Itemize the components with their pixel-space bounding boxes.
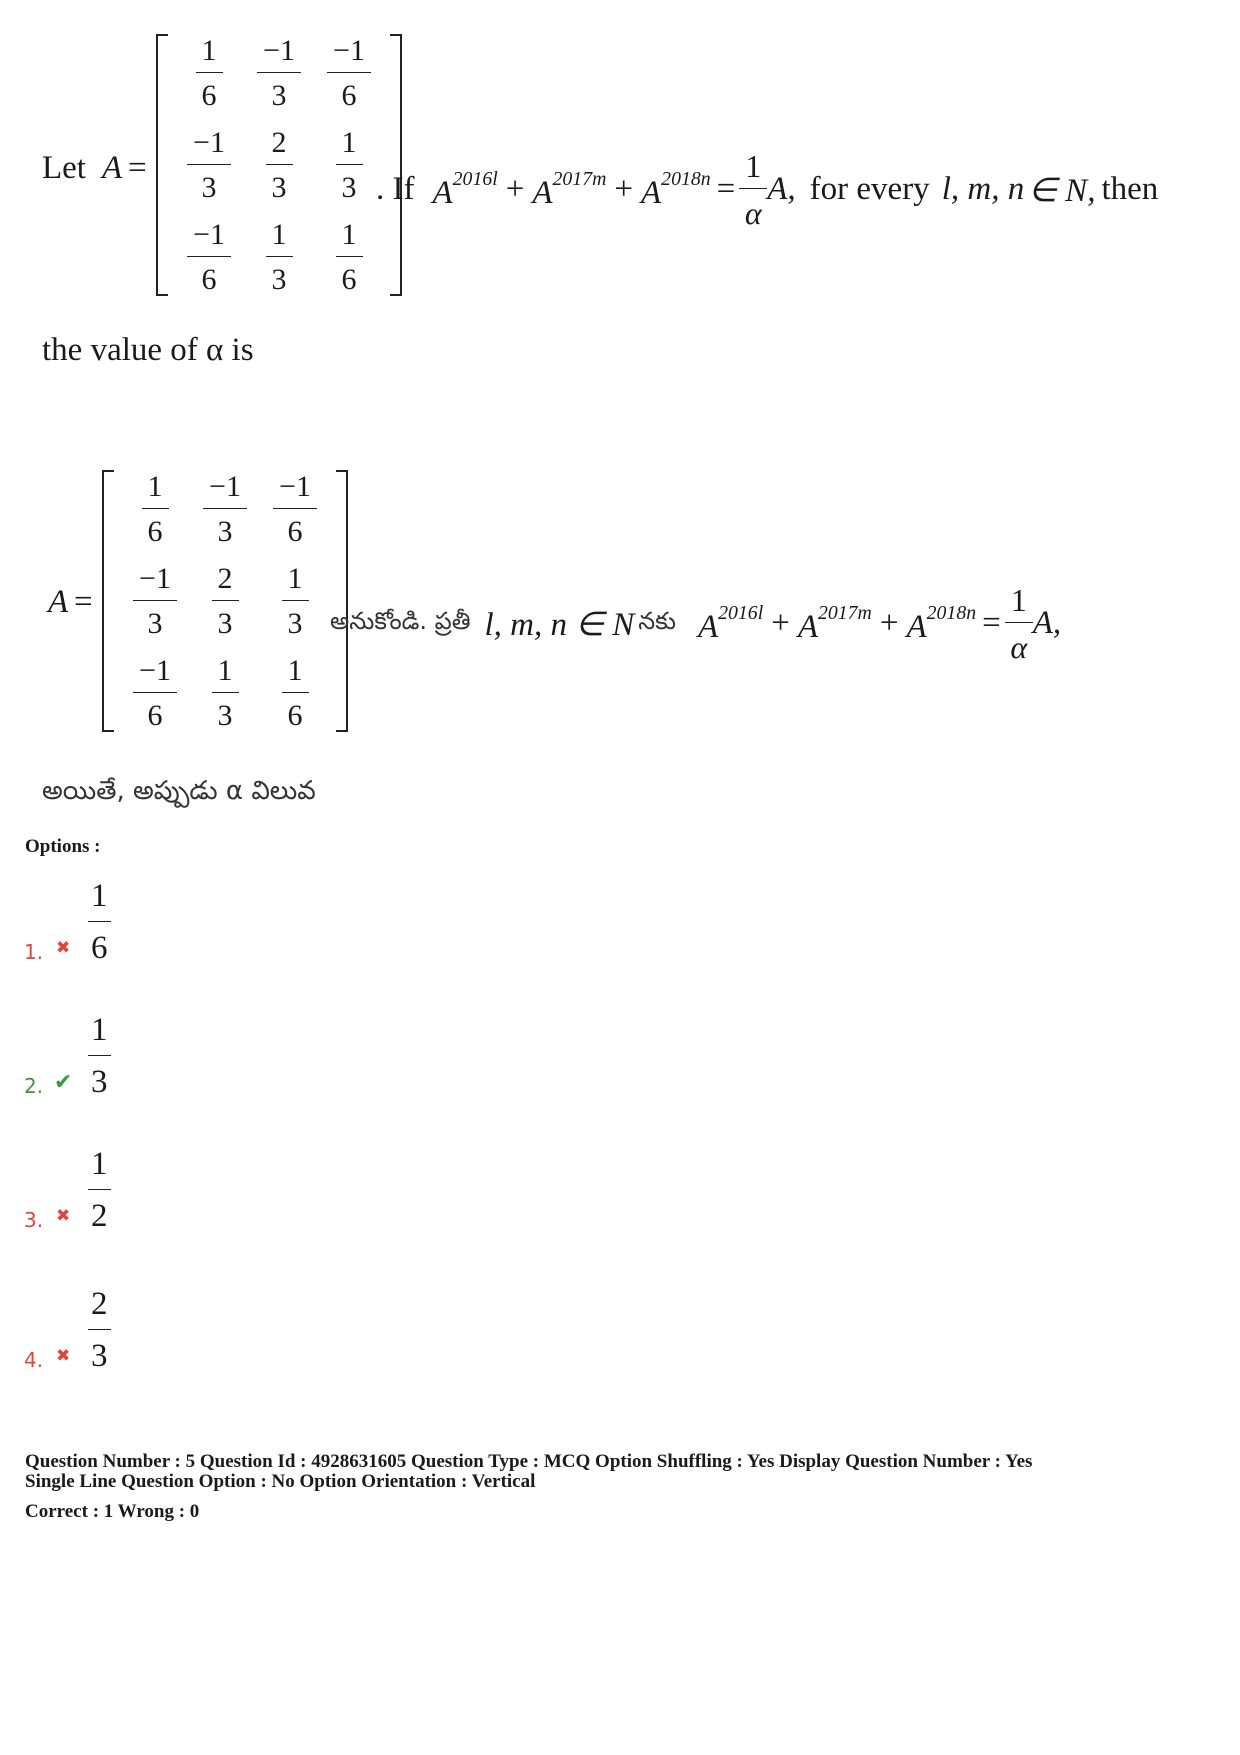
matrix-entry-denominator: 3 [217, 698, 233, 732]
left-bracket [102, 470, 114, 732]
matrix-entry-denominator: 3 [271, 170, 287, 204]
option-4-denominator: 3 [91, 1338, 108, 1374]
telugu-equation-line [330, 584, 1061, 663]
matrix-entry-denominator: 3 [271, 262, 287, 296]
telugu-anukondi: అనుకోండి. ప్రతీ [330, 606, 471, 635]
matrix-entry-numerator: −1 [327, 36, 371, 73]
matrix-entry-numerator: 2 [212, 564, 239, 601]
matrix-entry-numerator: −1 [273, 472, 317, 509]
matrix-entry-denominator: 3 [147, 606, 163, 640]
matrix-entry-denominator: 3 [271, 78, 287, 112]
option-1-fraction [88, 878, 111, 967]
option-2-fraction [88, 1012, 111, 1101]
exponent-2-te: 2017m [817, 601, 872, 624]
value-line: the value of α is [42, 332, 254, 368]
matrix-entry-denominator: 6 [341, 262, 357, 296]
matrix-entry [120, 463, 190, 555]
matrix-entry-denominator: 3 [287, 606, 303, 640]
matrix-entry [260, 555, 330, 647]
option-1-denominator: 6 [91, 930, 108, 966]
plus-1: + [505, 171, 525, 207]
matrix-entry-denominator: 6 [287, 514, 303, 548]
matrix-entry-denominator: 3 [217, 606, 233, 640]
matrix-entry [174, 27, 244, 119]
matrix-entry [314, 119, 384, 211]
for-every-text: for every [809, 171, 930, 207]
matrix-entry [244, 211, 314, 303]
matrix-entry-numerator: −1 [133, 564, 177, 601]
meta-line-1: Question Number : 5 Question Id : 4928631605 Question Type : MCQ Option Shuffling : Yes Display Question Number : Yes [25, 1451, 1033, 1472]
equals-rhs: = [716, 171, 736, 207]
rhs-denominator-te: α [1010, 629, 1028, 665]
exponent-1: 2016l [452, 167, 498, 190]
matrix-entry-denominator: 6 [341, 78, 357, 112]
matrix-name: A [102, 150, 123, 186]
matrix-entry-numerator: −1 [257, 36, 301, 73]
options-label: Options : [25, 836, 101, 857]
matrix-entry-denominator: 3 [341, 170, 357, 204]
let-text: Let [42, 150, 86, 186]
matrix-entry [190, 463, 260, 555]
matrix-entry-denominator: 6 [147, 698, 163, 732]
option-4-number: 4. [24, 1348, 44, 1372]
matrix-a-telugu [102, 470, 348, 732]
option-2-numerator: 1 [88, 1012, 111, 1056]
term-a2: $A^{2017m}$ [532, 167, 607, 211]
rhs-fraction [739, 150, 767, 229]
matrix-entry-denominator: 6 [287, 698, 303, 732]
then-text: then [1101, 171, 1159, 207]
option-4-fraction [88, 1286, 111, 1375]
option-1-number: 1. [24, 940, 44, 964]
in-set-text: ∈ N, [1028, 172, 1096, 209]
matrix-entry-numerator: 1 [282, 564, 309, 601]
rhs-denominator: α [744, 195, 762, 231]
matrix-entry-denominator: 6 [201, 78, 217, 112]
matrix-entry [190, 647, 260, 739]
exponent-3: 2018n [661, 167, 711, 190]
telugu-line2: అయితే, అప్పుడు α విలువ [42, 776, 316, 806]
plus-1-te: + [771, 605, 790, 641]
exponent-3-te: 2018n [926, 601, 977, 624]
check-icon: ✔ [54, 1070, 73, 1095]
matrix-grid [114, 463, 336, 739]
rhs-tail-te: A, [1032, 605, 1062, 641]
left-bracket [156, 34, 168, 296]
option-3-numerator: 1 [88, 1146, 111, 1190]
matrix-entry-denominator: 6 [147, 514, 163, 548]
matrix-entry [244, 119, 314, 211]
matrix-entry-numerator: 1 [266, 220, 293, 257]
question-meta [25, 1452, 1032, 1522]
equals-rhs-te: = [982, 605, 1001, 641]
matrix-entry [120, 555, 190, 647]
rhs-numerator: 1 [739, 150, 767, 189]
term-a1: $A^{2016l}$ [432, 167, 498, 211]
matrix-entry-numerator: −1 [203, 472, 247, 509]
matrix-entry [120, 647, 190, 739]
exponent-2: 2017m [552, 167, 607, 190]
vars-text: l, m, n [941, 171, 1025, 207]
wrong-icon: ✖ [56, 1346, 71, 1366]
term-a1-te: $A^{2016l}$ [697, 601, 764, 645]
equation-line [376, 150, 1158, 229]
matrix-entry-numerator: 2 [266, 128, 293, 165]
matrix-entry-denominator: 3 [201, 170, 217, 204]
telugu-vars: l, m, n ∈ N [484, 606, 635, 643]
matrix-entry-numerator: 1 [336, 220, 363, 257]
term-a2-te: $A^{2017m}$ [797, 601, 872, 645]
matrix-entry [190, 555, 260, 647]
plus-2-te: + [879, 605, 899, 641]
option-1-numerator: 1 [88, 878, 111, 922]
option-2-denominator: 3 [91, 1064, 108, 1100]
option-2-number: 2. [24, 1074, 44, 1098]
matrix-entry-numerator: 1 [282, 656, 309, 693]
equals-sign-telugu: = [74, 584, 93, 620]
matrix-entry-numerator: 1 [196, 36, 223, 73]
term-a3-te: $A^{2018n}$ [906, 601, 977, 645]
matrix-entry-numerator: 1 [212, 656, 239, 693]
matrix-entry [314, 211, 384, 303]
matrix-entry [244, 27, 314, 119]
matrix-entry-numerator: 1 [336, 128, 363, 165]
meta-line-2: Single Line Question Option : No Option Orientation : Vertical [25, 1471, 536, 1492]
rhs-numerator-te: 1 [1005, 584, 1033, 623]
option-3-fraction [88, 1146, 111, 1235]
equals-sign: = [128, 150, 147, 186]
plus-2: + [614, 171, 633, 207]
matrix-entry-denominator: 3 [217, 514, 233, 548]
option-3-denominator: 2 [91, 1198, 108, 1234]
matrix-entry-numerator: 1 [142, 472, 169, 509]
matrix-name-telugu: A [48, 584, 69, 620]
matrix-entry [174, 211, 244, 303]
meta-line-3: Correct : 1 Wrong : 0 [25, 1501, 200, 1522]
matrix-entry [314, 27, 384, 119]
wrong-icon: ✖ [56, 1206, 71, 1226]
option-4-numerator: 2 [88, 1286, 111, 1330]
matrix-entry-numerator: −1 [187, 128, 231, 165]
wrong-icon: ✖ [56, 938, 71, 958]
matrix-entry [174, 119, 244, 211]
matrix-entry-numerator: −1 [187, 220, 231, 257]
matrix-grid [168, 27, 390, 303]
option-3-number: 3. [24, 1208, 44, 1232]
rhs-tail: A, [767, 171, 796, 207]
matrix-entry-numerator: −1 [133, 656, 177, 693]
telugu-naku: నకు [638, 606, 676, 635]
matrix-entry [260, 647, 330, 739]
matrix-entry [260, 463, 330, 555]
if-text: . If [376, 171, 415, 207]
matrix-entry-denominator: 6 [201, 262, 217, 296]
rhs-fraction-te [1005, 584, 1033, 663]
exponent-1-te: 2016l [718, 601, 764, 624]
matrix-a-english [156, 34, 402, 296]
term-a3: $A^{2018n}$ [641, 167, 711, 211]
